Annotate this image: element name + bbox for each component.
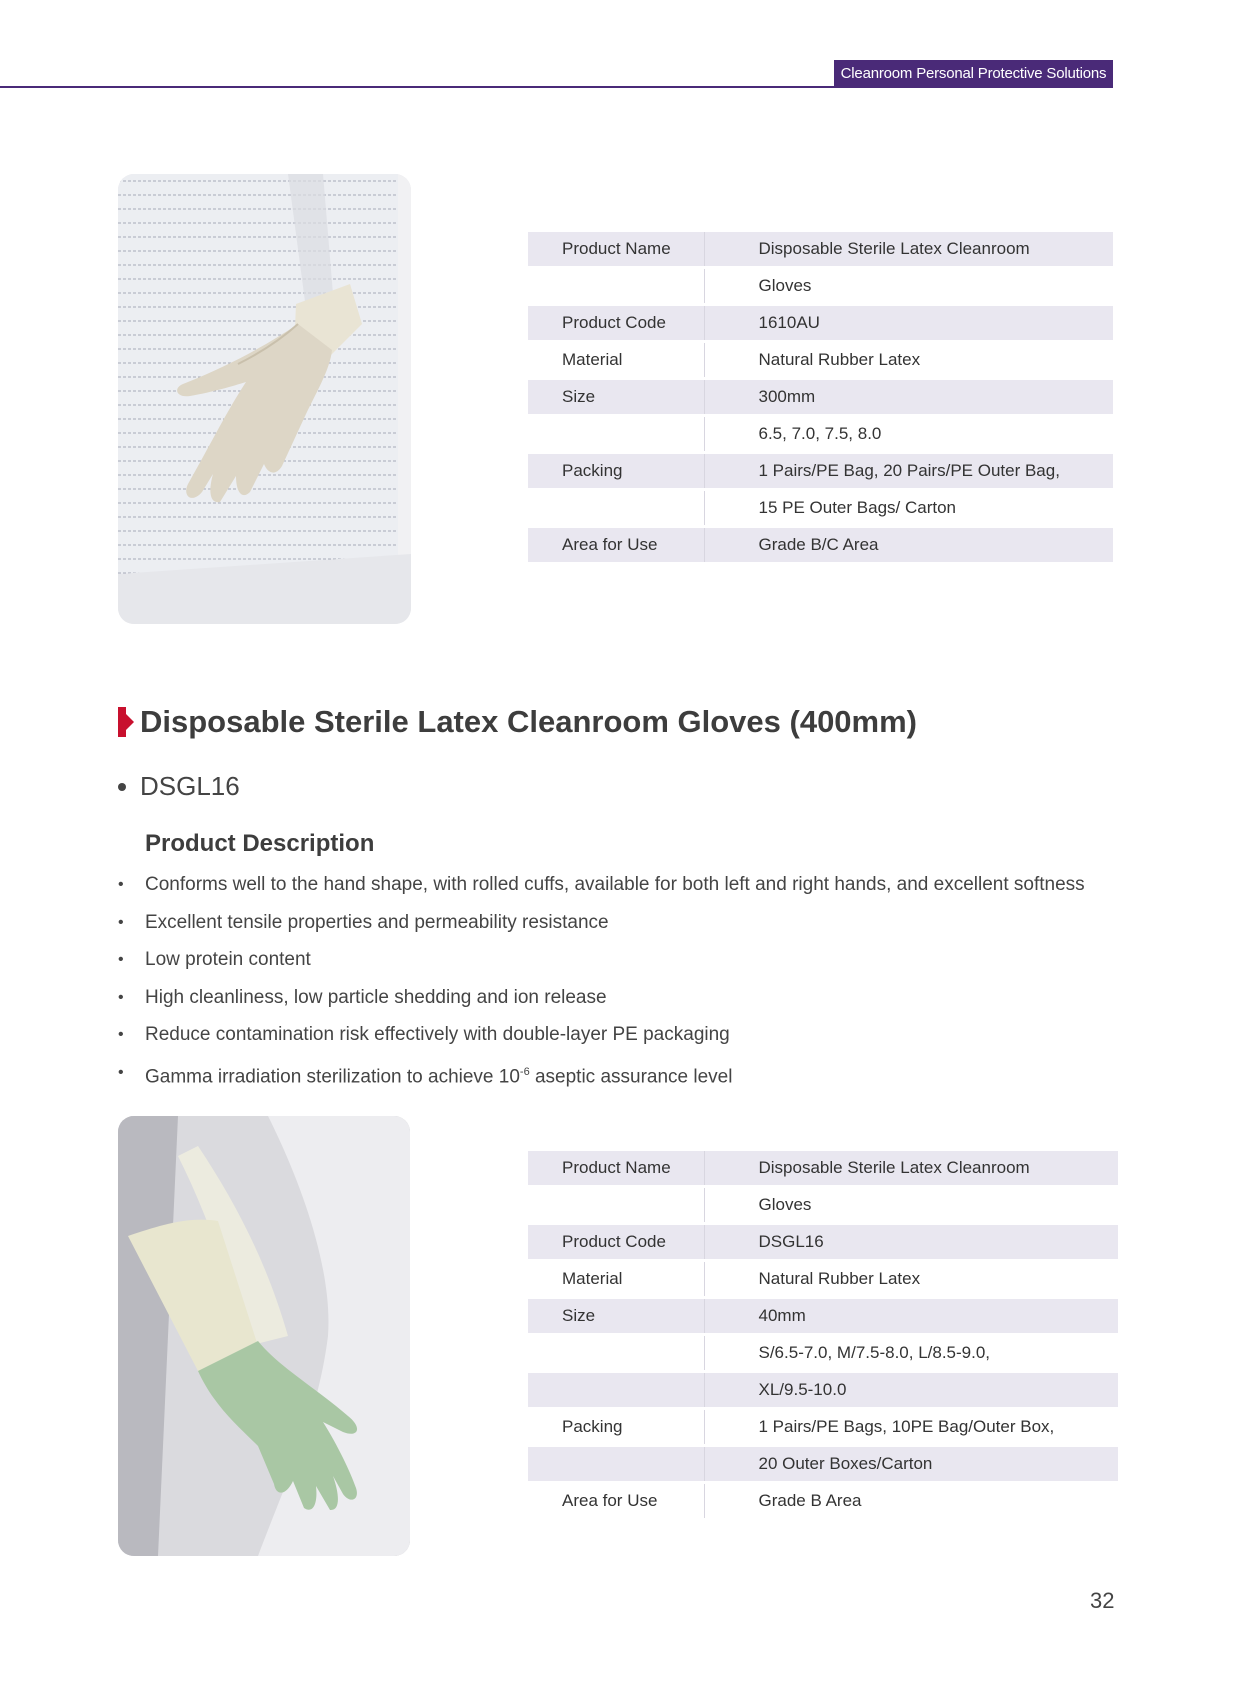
spec-key [528, 416, 704, 453]
list-item [118, 1054, 1108, 1092]
spec-key [528, 1187, 704, 1224]
list-item: • Reduce contamination risk effectively with double-layer PE packaging [118, 1016, 1108, 1054]
spec-key: Packing [528, 453, 704, 490]
list-item: • High cleanliness, low particle shedding and ion release [118, 979, 1108, 1017]
feature-superscript: -6 [519, 1065, 530, 1078]
spec-value: Disposable Sterile Latex Cleanroom [704, 232, 1113, 268]
spec-value: 300mm [704, 379, 1113, 416]
spec-value: 20 Outer Boxes/Carton [704, 1446, 1118, 1483]
feature-list [118, 866, 1108, 1091]
description-title: Product Description [145, 830, 375, 857]
spec-key: Area for Use [528, 1483, 704, 1520]
spec-value: 6.5, 7.0, 7.5, 8.0 [758, 424, 882, 443]
page-number: 32 [1090, 1588, 1115, 1613]
list-item: • Conforms well to the hand shape, with rolled cuffs, available for both left and right hands, and excellent softness [118, 866, 1108, 904]
spec-table-1 [528, 232, 1113, 565]
spec-value: XL/9.5-10.0 [704, 1372, 1118, 1409]
spec-key: Size [528, 379, 704, 416]
spec-key: Area for Use [528, 527, 704, 564]
spec-key [528, 1335, 704, 1372]
spec-key [528, 268, 704, 305]
spec-value: Natural Rubber Latex [758, 1269, 921, 1288]
spec-key: Product Code [528, 305, 704, 342]
spec-table-2 [528, 1151, 1118, 1521]
spec-key: Size [528, 1298, 704, 1335]
spec-key: Product Name [528, 232, 704, 268]
spec-value: Gloves [758, 276, 812, 295]
feature-text: aseptic assurance level [529, 1065, 733, 1087]
spec-value: 1 Pairs/PE Bag, 20 Pairs/PE Outer Bag, [704, 453, 1113, 490]
product-code-line [118, 771, 240, 802]
spec-key [528, 1446, 704, 1483]
section-heading [118, 702, 917, 742]
spec-key [528, 1372, 704, 1409]
spec-value: Gloves [758, 1195, 812, 1214]
spec-value: Grade B Area [704, 1483, 1118, 1520]
feature-text: Gamma irradiation sterilization to achieve 10 [145, 1065, 520, 1087]
spec-value: 1 Pairs/PE Bags, 10PE Bag/Outer Box, [758, 1417, 1055, 1436]
list-item: • Excellent tensile properties and permeability resistance [118, 904, 1108, 942]
product-code: DSGL16 [140, 771, 240, 801]
spec-key: Product Code [528, 1224, 704, 1261]
bullet-icon [118, 783, 126, 791]
list-item: • Low protein content [118, 941, 1108, 979]
section-title: Disposable Sterile Latex Cleanroom Gloves (400mm) [140, 704, 917, 739]
spec-value: 40mm [704, 1298, 1118, 1335]
glove-400mm-photo [118, 1116, 410, 1556]
spec-value: 15 PE Outer Bags/ Carton [758, 498, 956, 517]
spec-key: Packing [528, 1409, 704, 1446]
spec-key: Product Name [528, 1151, 704, 1187]
spec-key: Material [528, 1261, 704, 1298]
section-marker-icon [118, 707, 126, 737]
spec-key [528, 490, 704, 527]
glove-300mm-photo [118, 174, 411, 624]
spec-value: DSGL16 [704, 1224, 1118, 1261]
spec-value: S/6.5-7.0, M/7.5-8.0, L/8.5-9.0, [758, 1343, 991, 1362]
spec-value: 1610AU [704, 305, 1113, 342]
header-tag: Cleanroom Personal Protective Solutions [834, 60, 1113, 87]
spec-value: Natural Rubber Latex [758, 350, 921, 369]
spec-key: Material [528, 342, 704, 379]
spec-value: Grade B/C Area [704, 527, 1113, 564]
spec-value: Disposable Sterile Latex Cleanroom [704, 1151, 1118, 1187]
